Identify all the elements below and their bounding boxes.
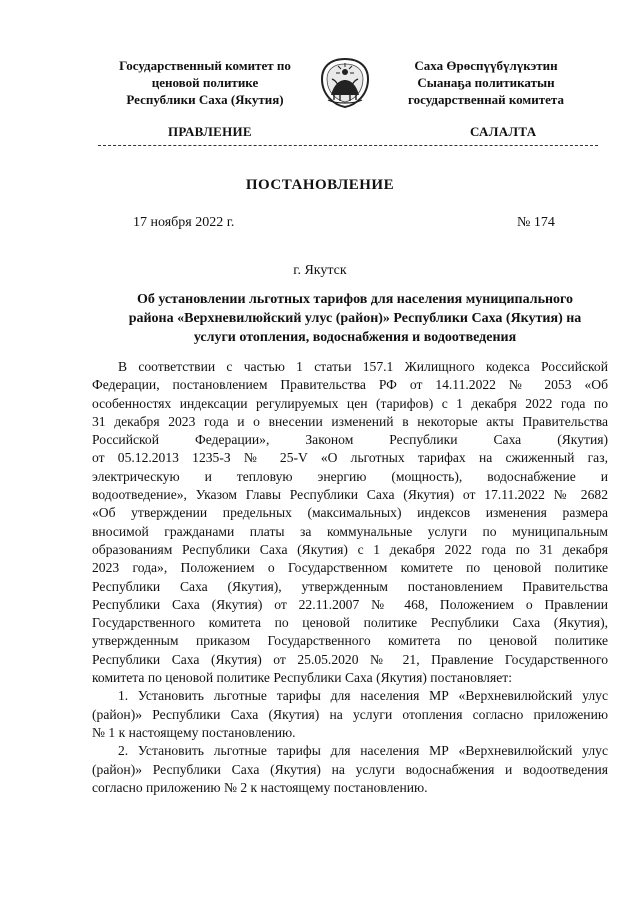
body-line: 2. Установить льготные тарифы для населения МР «Верхневилюйский улус [118,743,608,759]
body-line: утвержденным приказом Государственного комитета по ценовой политике [92,633,608,649]
document-date: 17 ноября 2022 г. [133,215,235,230]
header-divider [98,145,598,146]
header-right-subtitle: САЛАЛТА [470,124,537,139]
body-line: № 1 к настоящему постановлению. [92,724,296,740]
body-line: Федерации, постановлением Правительства РФ от 14.11.2022 № 2053 «Об [92,377,608,393]
body-line: 1. Установить льготные тарифы для населения МР «Верхневилюйский улус [118,688,608,704]
body-line: комитета по ценовой политике Республики Саха (Якутия) постановляет: [92,670,512,686]
body-line: Республики Саха (Якутия) от 25.05.2020 № 21, Правление Государственного [92,651,608,667]
document-subject [100,290,610,347]
body-line: от 05.12.2013 1235-З № 25-V «О льготных тарифах на сжиженный газ, [92,450,608,466]
body-line: вносимой гражданами платы за коммунальные услуги по муниципальным [92,523,608,539]
header-right-line: Саха Өрөспүүбүлүкэтин [414,58,558,73]
subject-line: услуги отопления, водоснабжения и водоотведения [193,330,517,345]
body-line: согласно приложению № 2 к настоящему постановлению. [92,779,428,795]
header-right-org [376,57,596,108]
document-body [92,358,608,797]
body-line: (район)» Республики Саха (Якутия) на услуги отопления согласно приложению [92,706,608,722]
header-left-line: Государственный комитет по [119,58,291,73]
header-left-org [95,57,315,108]
body-line: водоотведение», Указом Главы Республики Саха (Якутия) от 17.11.2022 № 2682 [92,487,608,503]
header-right-line: государственнай комитета [408,92,564,107]
body-line: Республики Саха (Якутия), утвержденным постановлением Правительства [92,578,608,594]
header-left-subtitle: ПРАВЛЕНИЕ [168,124,252,139]
document-type-title: ПОСТАНОВЛЕНИЕ [245,177,395,193]
subject-line: района «Верхневилюйский улус (район)» Республики Саха (Якутия) на [128,311,582,326]
header-right-line: Сыанаҕа политикатын [417,75,555,90]
body-line: Республики Саха (Якутия) от 22.11.2007 № 468, Положением о Правлении [92,596,608,612]
document-city: г. Якутск [293,263,347,278]
header-left-line: Республики Саха (Якутия) [126,92,284,107]
body-line: 31 декабря 2023 года и о внесении изменений в некоторые акты Правительства [92,413,608,429]
body-line: особенностях индексации регулируемых цен (тарифов) с 1 декабря 2022 года по [92,395,608,411]
body-line: В соответствии с частью 1 статьи 157.1 Жилищного кодекса Российской [118,359,608,374]
body-line: Государственного комитета по ценовой политике Республики Саха (Якутия), [92,615,608,631]
header-left-line: ценовой политике [151,75,259,90]
body-line: электрическую и тепловую энергию (мощность), водоснабжение и [92,468,608,484]
document-number: № 174 [517,215,555,230]
coat-of-arms-emblem [320,57,370,109]
body-line: Российской Федерации», Законом Республики Саха (Якутия) [92,432,608,448]
body-line: образованиям Республики Саха (Якутия) с 1 декабря 2022 года по 31 декабря [92,541,608,557]
body-line: 2023 года», Положением о Государственном комитете по ценовой политике [92,560,608,576]
body-line: (район)» Республики Саха (Якутия) на услуги водоснабжения и водоотведения [92,761,608,777]
subject-line: Об установлении льготных тарифов для населения муниципального [136,292,574,307]
body-line: «Об утверждении предельных (максимальных) индексов изменения размера [92,505,608,521]
